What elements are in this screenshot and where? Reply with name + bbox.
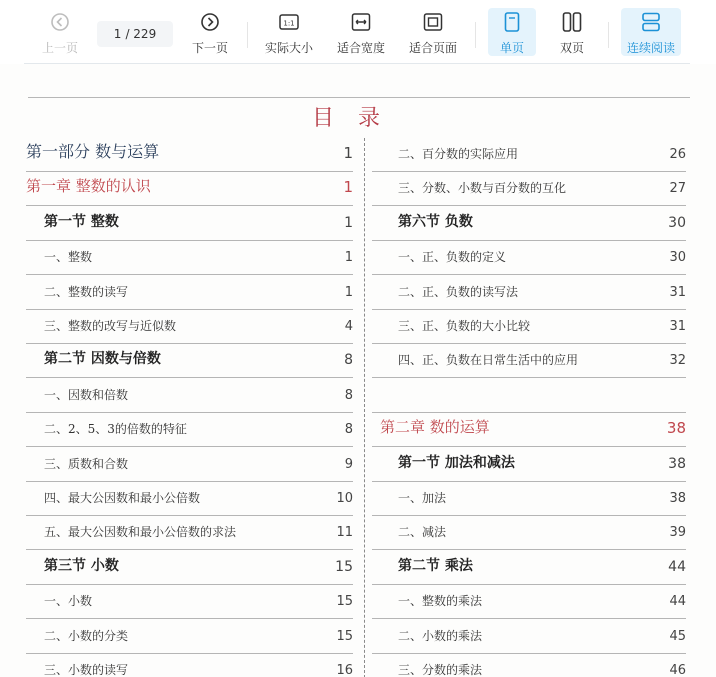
actual-size-button[interactable] [260, 8, 318, 56]
toc-entry-page: 15 [336, 594, 353, 610]
double-page-icon [561, 11, 583, 33]
toc-entry[interactable] [26, 138, 353, 172]
toolbar-divider [247, 22, 248, 48]
toc-entry-page: 1 [343, 178, 353, 197]
toc-entry [372, 379, 686, 413]
toc-entry-page: 1 [343, 144, 353, 162]
toc-entry[interactable] [26, 172, 353, 206]
toc-entry-page: 38 [666, 419, 686, 438]
toc-entry-title: 二、整数的读写 [44, 284, 129, 299]
toc-entry-title: 第六节 负数 [398, 213, 473, 230]
toc-entry-title: 第二节 乘法 [398, 557, 473, 574]
toolbar-divider [475, 22, 476, 48]
toc-entry-page: 46 [669, 663, 686, 677]
toc-entry-page: 4 [344, 319, 353, 334]
prev-page-button[interactable] [36, 8, 84, 56]
column-divider [364, 138, 365, 677]
continuous-reading-label: 连续阅读 [626, 41, 675, 55]
toc-entry[interactable] [26, 310, 353, 344]
toc-entry-title: 三、分数、小数与百分数的互化 [398, 181, 567, 196]
toc-entry-page: 38 [669, 491, 686, 506]
toc-entry-page: 1 [344, 284, 353, 300]
toc-entry[interactable] [26, 448, 353, 482]
toc-entry-title: 第二节 因数与倍数 [44, 351, 161, 368]
toc-entry-page: 8 [344, 387, 353, 403]
next-page-button[interactable] [186, 8, 234, 56]
toc-entry[interactable] [26, 344, 353, 378]
toc-entry-page: 30 [668, 214, 686, 231]
toc-entry[interactable] [372, 448, 686, 482]
toc-entry[interactable] [26, 241, 353, 275]
toc-entry[interactable] [372, 241, 686, 275]
single-page-label: 单页 [499, 41, 524, 55]
toc-entry-page: 26 [669, 147, 686, 162]
toc-entry-page: 9 [344, 456, 353, 472]
total-pages: / 229 [125, 27, 157, 41]
continuous-scroll-icon [640, 11, 662, 33]
fit-width-icon [350, 11, 372, 33]
toc-entry-page: 31 [669, 319, 686, 334]
toc-entry-page: 31 [669, 284, 686, 300]
double-page-label: 双页 [559, 41, 584, 55]
toc-entry[interactable] [26, 585, 353, 619]
toc-entry[interactable] [372, 551, 686, 585]
fit-page-icon [422, 11, 444, 33]
chevron-left-circle-icon [49, 11, 71, 33]
toc-entry-title: 第一章 整数的认识 [26, 177, 151, 196]
toc-entry-page: 44 [668, 558, 686, 575]
toc-entry-title: 一、因数和倍数 [44, 387, 129, 402]
toc-entry-title: 二、2、5、3的倍数的特征 [44, 422, 187, 437]
page-number-box [97, 21, 173, 47]
toc-entry-title: 三、小数的读写 [44, 663, 129, 677]
toc-entry[interactable] [372, 482, 686, 516]
toc-entry-title: 一、加法 [398, 491, 447, 505]
toc-entry[interactable] [372, 413, 686, 447]
toc-entry[interactable] [372, 138, 686, 172]
fit-width-button[interactable] [332, 8, 390, 56]
toc-entry[interactable] [372, 516, 686, 550]
single-page-icon [501, 11, 523, 33]
toc-entry-page: 16 [336, 663, 353, 677]
toc-entry-page: 8 [344, 422, 353, 438]
fit-page-label: 适合页面 [408, 41, 457, 55]
toc-entry-title: 第一节 加法和减法 [398, 454, 515, 471]
svg-text:1:1: 1:1 [283, 19, 295, 28]
toc-entry-title: 第一部分 数与运算 [26, 142, 160, 161]
current-page-input[interactable]: 1 [113, 27, 122, 41]
single-page-button[interactable] [488, 8, 536, 56]
toc-entry[interactable] [26, 654, 353, 677]
toc-entry-page: 32 [669, 353, 686, 369]
fit-width-label: 适合宽度 [336, 41, 385, 55]
toc-entry-title: 第二章 数的运算 [380, 418, 490, 437]
toc-entry-page: 44 [669, 594, 686, 610]
toc-entry-page: 15 [335, 558, 353, 575]
toc-entry[interactable] [26, 620, 353, 654]
toc-entry-title: 五、最大公因数和最小公倍数的求法 [44, 525, 237, 540]
toc-entry[interactable] [372, 207, 686, 241]
toc-entry-page: 38 [668, 455, 686, 472]
toc-entry[interactable] [372, 276, 686, 310]
toc-entry-title: 第一节 整数 [44, 213, 119, 230]
toc-entry-title: 三、正、负数的大小比较 [398, 319, 531, 333]
toc-entry-title: 二、小数的分类 [44, 628, 129, 643]
actual-size-label: 实际大小 [264, 41, 313, 55]
toc-entry[interactable] [372, 344, 686, 378]
prev-page-label: 上一页 [41, 41, 78, 55]
toc-entry-title: 二、小数的乘法 [398, 628, 483, 643]
toc-entry[interactable] [26, 551, 353, 585]
toc-entry-title: 四、正、负数在日常生活中的应用 [398, 353, 579, 368]
next-page-label: 下一页 [191, 41, 228, 55]
toc-entry-title: 三、分数的乘法 [398, 663, 483, 677]
toolbar-divider [608, 22, 609, 48]
chevron-right-circle-icon [199, 11, 221, 33]
toc-entry[interactable] [26, 276, 353, 310]
toc-entry[interactable] [26, 379, 353, 413]
toc-entry[interactable] [372, 654, 686, 677]
toc-entry-page: 30 [669, 250, 686, 266]
toolbar [0, 0, 716, 64]
header-rule [28, 97, 690, 98]
toc-entry-title: 二、正、负数的读写法 [398, 284, 519, 299]
toc-entry-page: 10 [336, 491, 353, 506]
toc-entry[interactable] [26, 413, 353, 447]
toc-entry-title: 一、整数的乘法 [398, 594, 483, 609]
toc-entry-title: 三、整数的改写与近似数 [44, 319, 177, 333]
toc-entry[interactable] [26, 482, 353, 516]
toc-entry-title: 一、正、负数的定义 [398, 250, 507, 265]
toc-entry[interactable] [26, 207, 353, 241]
toc-entry-page: 27 [669, 181, 686, 197]
toc-title: 目录 [311, 106, 404, 131]
toc-entry[interactable] [372, 585, 686, 619]
toc-entry[interactable] [372, 310, 686, 344]
toc-entry-page: 15 [336, 628, 353, 644]
toc-entry-page: 8 [344, 352, 353, 369]
fit-page-button[interactable] [404, 8, 462, 56]
toc-entry-page: 1 [344, 250, 353, 266]
toc-entry-page: 39 [669, 525, 686, 541]
double-page-button[interactable] [548, 8, 596, 56]
document-page[interactable] [0, 64, 716, 677]
toc-entry-title: 一、整数 [44, 250, 93, 265]
continuous-reading-button[interactable] [621, 8, 681, 56]
toc-entry-title: 三、质数和合数 [44, 456, 129, 471]
toc-entry-page: 11 [336, 525, 353, 541]
toc-entry-title: 四、最大公因数和最小公倍数 [44, 491, 201, 505]
toc-entry[interactable] [372, 172, 686, 206]
toc-entry[interactable] [372, 620, 686, 654]
toc-entry-page: 45 [669, 628, 686, 644]
toc-entry-title: 二、减法 [398, 525, 447, 540]
toc-entry[interactable] [26, 516, 353, 550]
toc-entry-title: 第三节 小数 [44, 557, 119, 574]
toc-entry-page: 1 [344, 214, 353, 231]
toc-entry-title: 二、百分数的实际应用 [398, 147, 519, 161]
toc-entry-title: 一、小数 [44, 594, 93, 609]
actual-size-icon [278, 11, 300, 33]
